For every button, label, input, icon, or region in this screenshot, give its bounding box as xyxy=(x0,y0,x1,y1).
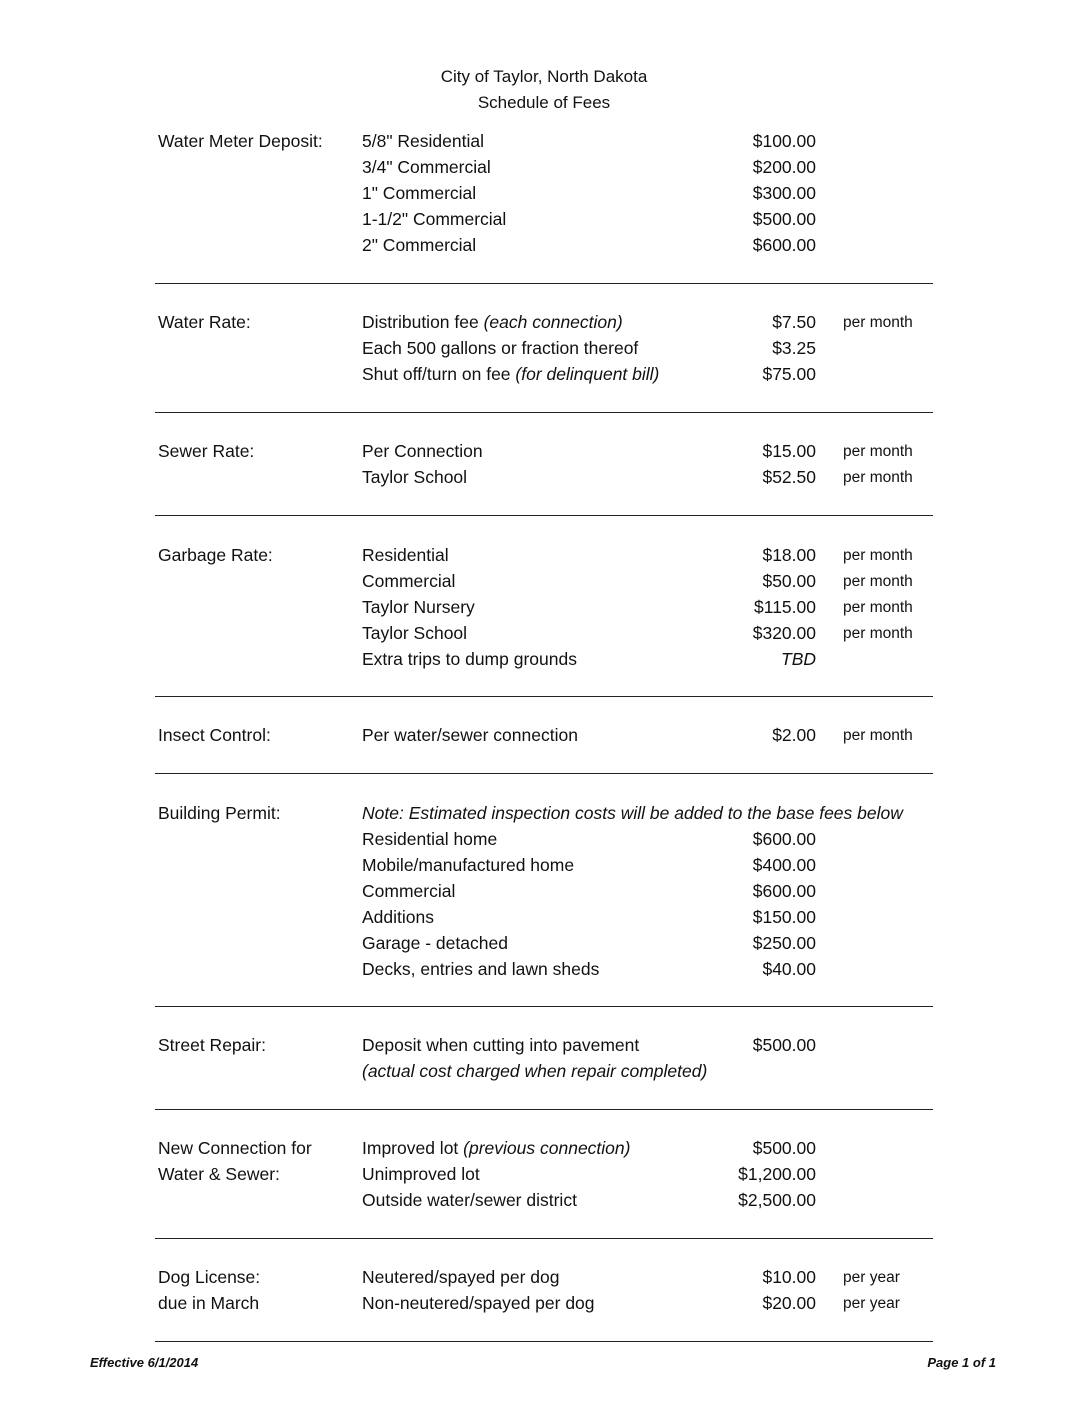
fee-row xyxy=(155,1138,933,1164)
fee-row xyxy=(155,803,933,829)
fee-amount: $500.00 xyxy=(752,1035,816,1055)
fee-category: due in March xyxy=(158,1293,260,1313)
fee-description: 1" Commercial xyxy=(362,183,477,203)
fee-amount: $52.50 xyxy=(762,467,816,487)
document-title: City of Taylor, North Dakota xyxy=(440,67,648,86)
section-divider xyxy=(155,283,933,284)
fee-row xyxy=(155,467,933,493)
fee-amount: $7.50 xyxy=(772,312,816,332)
fee-amount: TBD xyxy=(781,649,816,669)
fee-row xyxy=(155,1190,933,1216)
fee-row xyxy=(155,1293,933,1319)
fee-unit: per month xyxy=(843,314,913,331)
fee-amount: $75.00 xyxy=(762,364,816,384)
fee-amount: $600.00 xyxy=(752,881,816,901)
page-number: Page 1 of 1 xyxy=(927,1355,996,1370)
fee-description: 1-1/2" Commercial xyxy=(362,209,507,229)
fee-row xyxy=(155,855,933,881)
fee-amount: $20.00 xyxy=(762,1293,816,1313)
fee-amount: $400.00 xyxy=(752,855,816,875)
fee-row xyxy=(155,183,933,209)
fee-category: Dog License: xyxy=(158,1267,261,1287)
fee-row xyxy=(155,338,933,364)
fee-row xyxy=(155,571,933,597)
section-divider xyxy=(155,773,933,774)
fee-category: New Connection for xyxy=(158,1138,312,1158)
fee-amount: $320.00 xyxy=(752,623,816,643)
fee-description: Unimproved lot xyxy=(362,1164,480,1184)
fee-row xyxy=(155,364,933,390)
fee-section xyxy=(155,312,933,390)
fee-description: 3/4" Commercial xyxy=(362,157,491,177)
fee-amount: $500.00 xyxy=(752,1138,816,1158)
fee-row xyxy=(155,649,933,675)
fee-amount: $2,500.00 xyxy=(738,1190,816,1210)
fee-description: Deposit when cutting into pavement xyxy=(362,1035,640,1055)
fee-amount: $2.00 xyxy=(772,725,816,745)
fee-description: Decks, entries and lawn sheds xyxy=(362,959,600,979)
fee-amount: $250.00 xyxy=(752,933,816,953)
fee-unit: per month xyxy=(843,547,913,564)
fee-amount: $600.00 xyxy=(752,829,816,849)
fee-description xyxy=(362,1061,707,1082)
fee-category: Water Rate: xyxy=(158,312,251,332)
fee-description: Neutered/spayed per dog xyxy=(362,1267,560,1287)
fee-unit: per month xyxy=(843,469,913,486)
fee-unit: per month xyxy=(843,599,913,616)
fee-category: Sewer Rate: xyxy=(158,441,255,461)
fee-description-qualifier: (actual cost charged when repair completed) xyxy=(362,1061,708,1081)
fee-section xyxy=(155,1035,933,1087)
fee-amount: $40.00 xyxy=(762,959,816,979)
fee-unit: per year xyxy=(843,1269,900,1286)
fee-amount: $100.00 xyxy=(752,131,816,151)
section-divider xyxy=(155,1109,933,1110)
fee-amount: $3.25 xyxy=(772,338,816,358)
fee-note: Note: Estimated inspection costs will be added to the base fees below xyxy=(362,803,903,823)
fee-row xyxy=(155,157,933,183)
fee-amount: $300.00 xyxy=(752,183,816,203)
fee-amount: $50.00 xyxy=(762,571,816,591)
fee-description: Per water/sewer connection xyxy=(362,725,578,745)
fee-description: Distribution fee (each connection) xyxy=(362,312,623,332)
fee-description: Shut off/turn on fee (for delinquent bill) xyxy=(362,364,660,384)
fee-category: Insect Control: xyxy=(158,725,271,745)
fee-row xyxy=(155,209,933,235)
fee-description: Residential home xyxy=(362,829,498,849)
fee-description: Per Connection xyxy=(362,441,483,461)
fee-description: Residential xyxy=(362,545,449,565)
fee-section xyxy=(155,725,933,751)
fee-row xyxy=(155,441,933,467)
fee-description: Each 500 gallons or fraction thereof xyxy=(362,338,639,358)
fee-category: Building Permit: xyxy=(158,803,281,823)
section-divider xyxy=(155,1238,933,1239)
fee-description: Garage - detached xyxy=(362,933,508,953)
fee-description: 2" Commercial xyxy=(362,235,477,255)
fee-section xyxy=(155,803,933,985)
fee-section xyxy=(155,1267,933,1319)
fee-amount: $1,200.00 xyxy=(738,1164,816,1184)
fee-description: 5/8" Residential xyxy=(362,131,484,151)
fee-category: Garbage Rate: xyxy=(158,545,273,565)
fee-amount: $600.00 xyxy=(752,235,816,255)
fee-row xyxy=(155,933,933,959)
fee-description: Non-neutered/spayed per dog xyxy=(362,1293,595,1313)
section-divider xyxy=(155,696,933,697)
fee-unit: per month xyxy=(843,727,913,744)
fee-description: Taylor School xyxy=(362,623,468,643)
fee-unit: per month xyxy=(843,573,913,590)
fee-section xyxy=(155,441,933,493)
section-divider xyxy=(155,1006,933,1007)
fee-unit: per month xyxy=(843,443,913,460)
fee-category: Street Repair: xyxy=(158,1035,266,1055)
section-divider xyxy=(155,412,933,413)
fee-amount: $15.00 xyxy=(762,441,816,461)
fee-description: Taylor Nursery xyxy=(362,597,475,617)
section-divider xyxy=(155,515,933,516)
fee-amount: $500.00 xyxy=(752,209,816,229)
fee-description: Additions xyxy=(362,907,434,927)
fee-description: Taylor School xyxy=(362,467,468,487)
fee-row xyxy=(155,131,933,157)
fee-amount: $200.00 xyxy=(752,157,816,177)
fee-row xyxy=(155,959,933,985)
fee-description: Commercial xyxy=(362,881,456,901)
fee-description: Mobile/manufactured home xyxy=(362,855,575,875)
fee-section xyxy=(155,131,933,261)
fee-row xyxy=(155,725,933,751)
fee-row xyxy=(155,597,933,623)
fee-row xyxy=(155,235,933,261)
fee-row xyxy=(155,312,933,338)
fee-section xyxy=(155,1138,933,1216)
fee-unit: per year xyxy=(843,1295,900,1312)
fee-section xyxy=(155,545,933,675)
fee-unit: per month xyxy=(843,625,913,642)
fee-category: Water & Sewer: xyxy=(158,1164,280,1184)
fee-description-qualifier: (each connection) xyxy=(483,312,623,332)
fee-row xyxy=(155,829,933,855)
fee-amount: $10.00 xyxy=(762,1267,816,1287)
fee-description-qualifier: (for delinquent bill) xyxy=(515,364,660,384)
fee-row xyxy=(155,623,933,649)
fee-row xyxy=(155,881,933,907)
effective-date: Effective 6/1/2014 xyxy=(90,1355,199,1370)
fee-amount: $18.00 xyxy=(762,545,816,565)
fee-row xyxy=(155,1035,933,1061)
fee-row xyxy=(155,1164,933,1190)
document-subtitle: Schedule of Fees xyxy=(477,93,611,112)
fee-description: Outside water/sewer district xyxy=(362,1190,577,1210)
fee-description-qualifier: (previous connection) xyxy=(463,1138,631,1158)
fee-description: Commercial xyxy=(362,571,456,591)
fee-amount: $115.00 xyxy=(754,597,816,617)
fee-row xyxy=(155,1267,933,1293)
fee-description: Extra trips to dump grounds xyxy=(362,649,577,669)
fee-amount: $150.00 xyxy=(752,907,816,927)
fee-description: Improved lot (previous connection) xyxy=(362,1138,631,1158)
fee-row xyxy=(155,907,933,933)
fee-category: Water Meter Deposit: xyxy=(158,131,323,151)
section-divider xyxy=(155,1341,933,1342)
fee-row xyxy=(155,545,933,571)
fee-row xyxy=(155,1061,933,1087)
